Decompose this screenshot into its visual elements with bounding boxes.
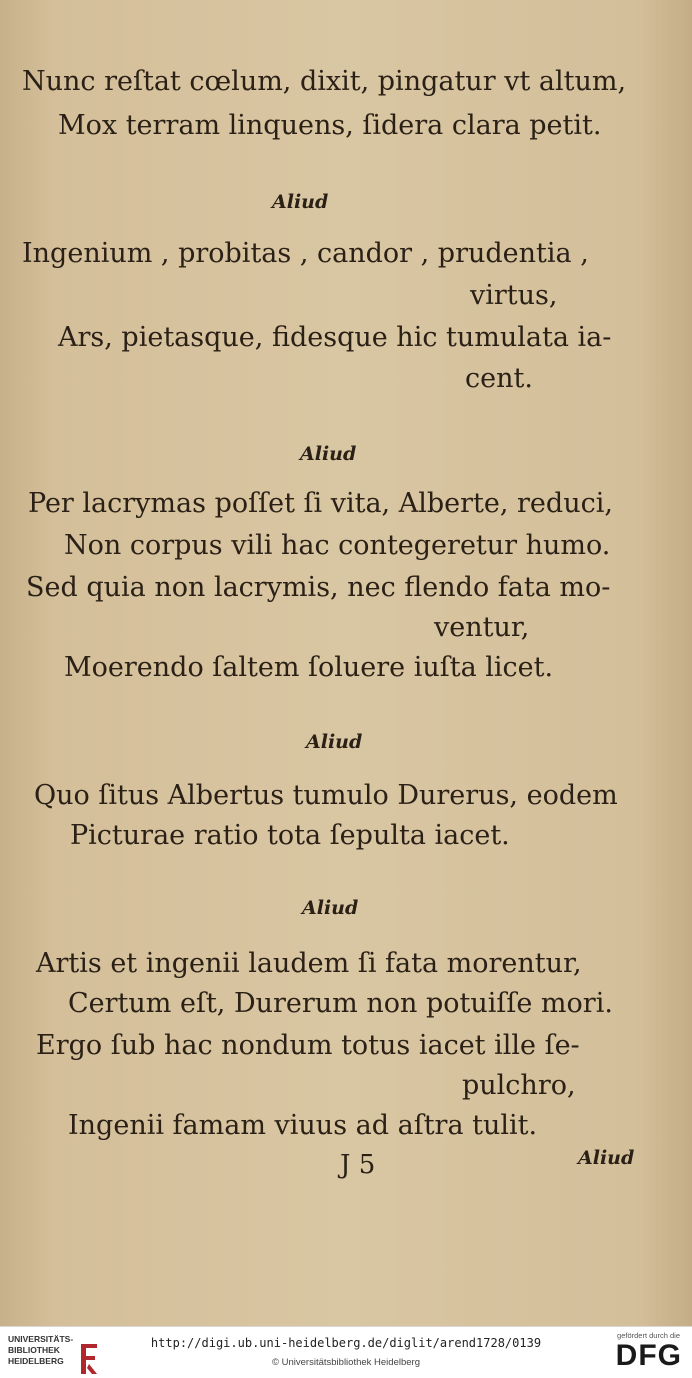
verse-line: Certum eſt, Durerum non potuiſſe mori. bbox=[68, 988, 613, 1019]
copyright-text: © Universitätsbibliothek Heidelberg bbox=[272, 1357, 420, 1368]
verse-line: ventur, bbox=[434, 612, 530, 643]
viewer-footer bbox=[0, 1326, 692, 1378]
verse-line: Picturae ratio tota ſepulta iacet. bbox=[70, 820, 510, 851]
library-logo-text: UNIVERSITÄTS- BIBLIOTHEK HEIDELBERG bbox=[8, 1334, 74, 1366]
section-heading: Aliud bbox=[306, 731, 363, 753]
verse-line: cent. bbox=[465, 363, 533, 394]
verse-line: Nunc reſtat cœlum, dixit, pingatur vt altum, bbox=[22, 66, 627, 97]
verse-line: Non corpus vili hac contegeretur humo. bbox=[64, 530, 611, 561]
verse-line: Ingenii famam viuus ad aſtra tulit. bbox=[68, 1110, 538, 1141]
page-url-link[interactable]: http://digi.ub.uni-heidelberg.de/diglit/arend1728/0139 bbox=[150, 1336, 542, 1350]
funder-caption: gefördert durch die bbox=[617, 1331, 680, 1340]
verse-line: Ingenium , probitas , candor , prudentia , bbox=[22, 238, 589, 269]
verse-line: Sed quia non lacrymis, nec flendo fata mo- bbox=[26, 572, 611, 603]
section-heading: Aliud bbox=[302, 897, 359, 919]
verse-line: Ars, pietasque, fidesque hic tumulata ia- bbox=[58, 322, 612, 353]
verse-line: virtus, bbox=[470, 280, 558, 311]
catchword: Aliud bbox=[578, 1147, 635, 1169]
section-heading: Aliud bbox=[300, 443, 357, 465]
verse-line: pulchro, bbox=[462, 1070, 576, 1101]
verse-line: Mox terram linquens, ſidera clara petit. bbox=[58, 110, 602, 141]
signature-mark: J 5 bbox=[340, 1150, 376, 1180]
verse-line: Per lacrymas poſſet ſi vita, Alberte, reduci, bbox=[28, 488, 613, 519]
verse-line: Quo ſitus Albertus tumulo Durerus, eodem bbox=[34, 780, 618, 811]
verse-line: Ergo ſub hac nondum totus iacet ille ſe- bbox=[36, 1030, 580, 1061]
section-heading: Aliud bbox=[272, 191, 329, 213]
verse-line: Artis et ingenii laudem ſi fata morentur, bbox=[36, 948, 582, 979]
verse-line: Moerendo ſaltem ſoluere iuſta licet. bbox=[64, 652, 554, 683]
dfg-logo[interactable]: DFG bbox=[615, 1339, 682, 1372]
